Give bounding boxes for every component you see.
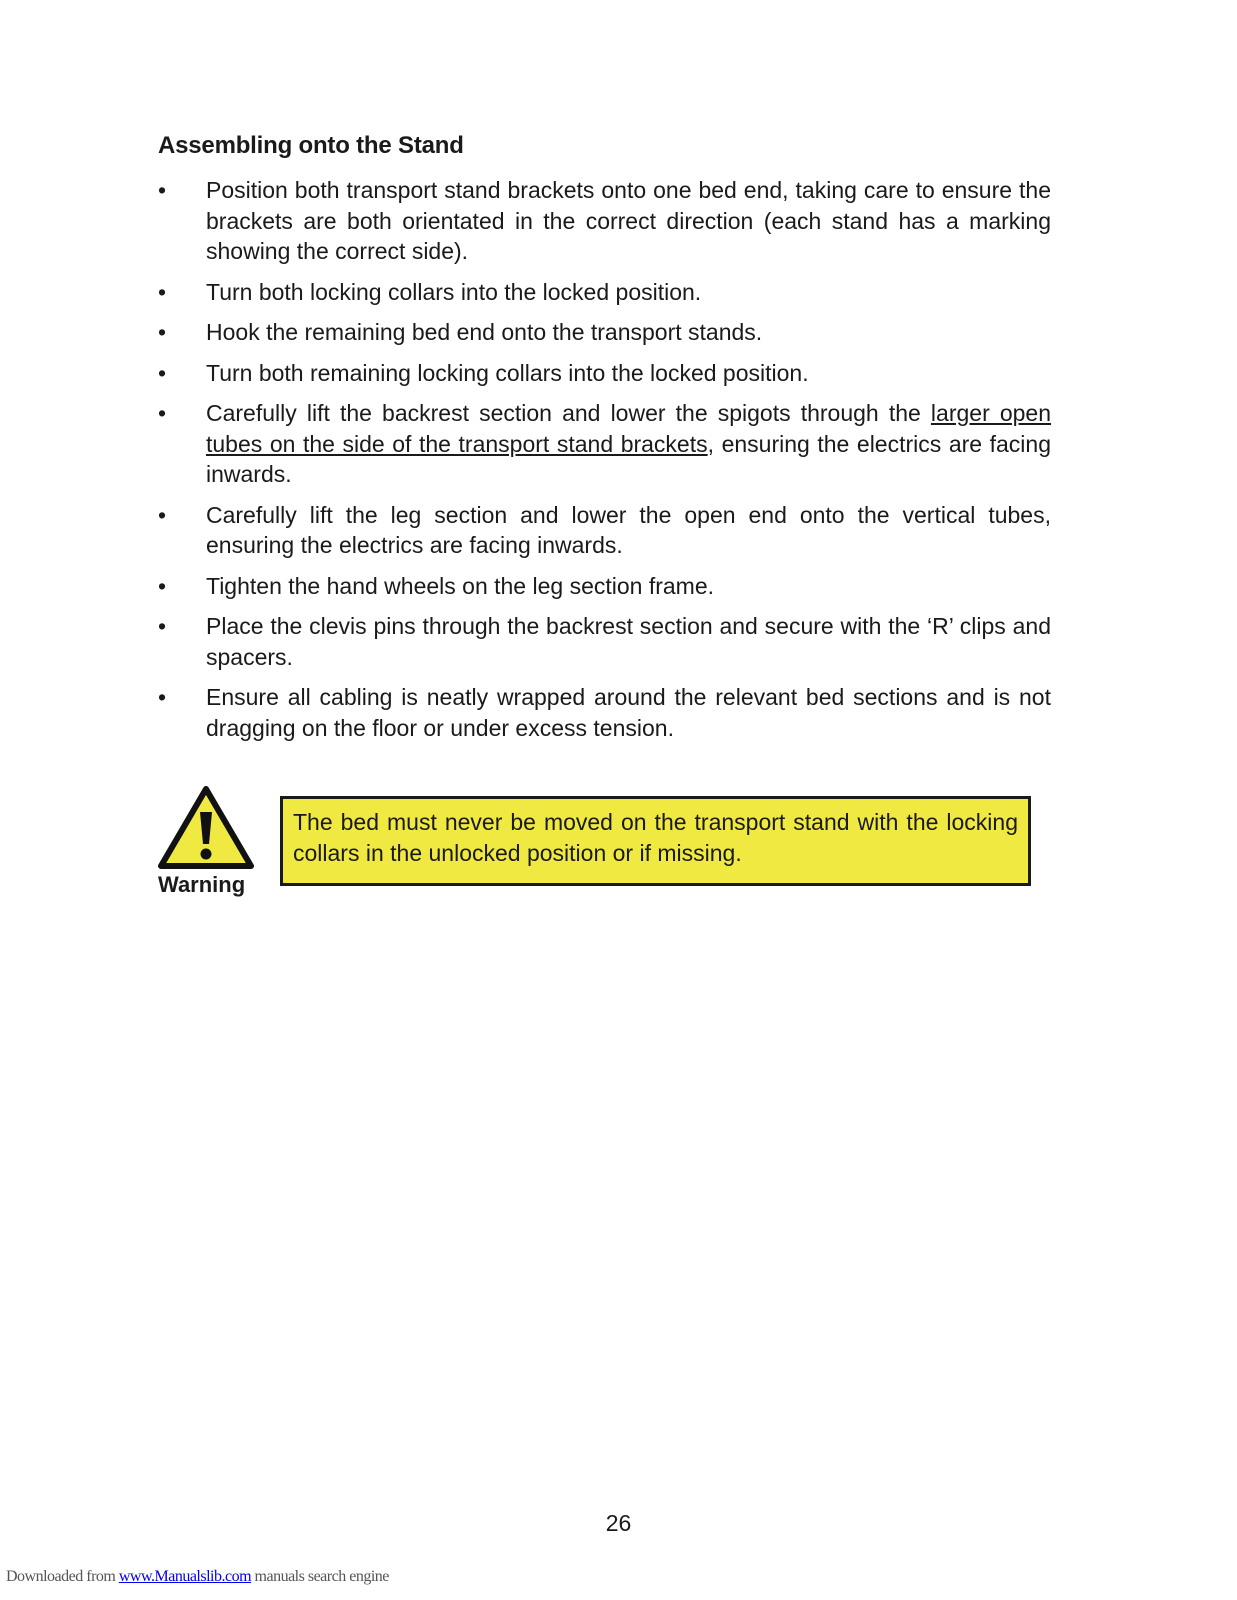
list-item-text: Ensure all cabling is neatly wrapped around the relevant bed sections and is not dragging on the floor or under excess tension. [206, 684, 1051, 741]
instruction-list [158, 175, 1051, 753]
list-item-text: Place the clevis pins through the backrest section and secure with the ‘R’ clips and spacers. [206, 613, 1051, 670]
list-item [158, 571, 1051, 602]
bullet-icon: • [158, 501, 167, 528]
bullet-icon: • [158, 359, 167, 386]
footer-suffix: manuals search engine [251, 1568, 389, 1585]
warning-triangle-icon [158, 786, 254, 870]
manualslib-link[interactable]: www.Manualslib.com [118, 1568, 252, 1585]
warning-label: Warning [158, 872, 246, 897]
warning-message-box: The bed must never be moved on the transport stand with the locking collars in the unlocked position or if missing. [280, 796, 1031, 886]
bullet-icon: • [158, 278, 167, 305]
list-item-text: Hook the remaining bed end onto the transport stands. [206, 319, 763, 345]
bullet-icon: • [158, 400, 167, 426]
list-item-text: Tighten the hand wheels on the leg section frame. [206, 572, 715, 599]
footer-prefix: Downloaded from [6, 1568, 119, 1585]
bullet-icon: • [158, 684, 167, 710]
list-item-text: Position both transport stand brackets onto one bed end, taking care to ensure the brackets are both orientated in the correct direction (each stand has a marking showing the correct side). [206, 177, 1051, 264]
list-item-text-continued: , ensuring the electrics are facing inwards. [206, 430, 1051, 487]
list-item-text: Turn both remaining locking collars into the locked position. [206, 359, 809, 386]
list-item-text: Carefully lift the backrest section and lower the spigots through the [206, 400, 931, 426]
list-item [158, 398, 1051, 490]
page-number: 26 [605, 1510, 632, 1536]
download-footer [6, 1568, 389, 1586]
list-item [158, 277, 1051, 308]
bullet-icon: • [158, 572, 167, 599]
bullet-icon: • [158, 613, 167, 639]
warning-symbol [158, 786, 258, 898]
bullet-icon: • [158, 319, 167, 345]
underlined-phrase: larger open tubes on the side of the transport stand brackets [206, 400, 1052, 457]
list-item [158, 175, 1051, 267]
list-item [158, 500, 1051, 561]
list-item-text: Carefully lift the leg section and lower the open end onto the vertical tubes, ensuring the electrics are facing inwards. [206, 501, 1051, 558]
list-item-text: Turn both locking collars into the locked position. [206, 278, 702, 305]
list-item [158, 682, 1051, 743]
bullet-icon: • [158, 177, 167, 203]
list-item [158, 611, 1051, 672]
section-heading: Assembling onto the Stand [158, 132, 464, 159]
list-item [158, 317, 1051, 348]
list-item [158, 358, 1051, 389]
